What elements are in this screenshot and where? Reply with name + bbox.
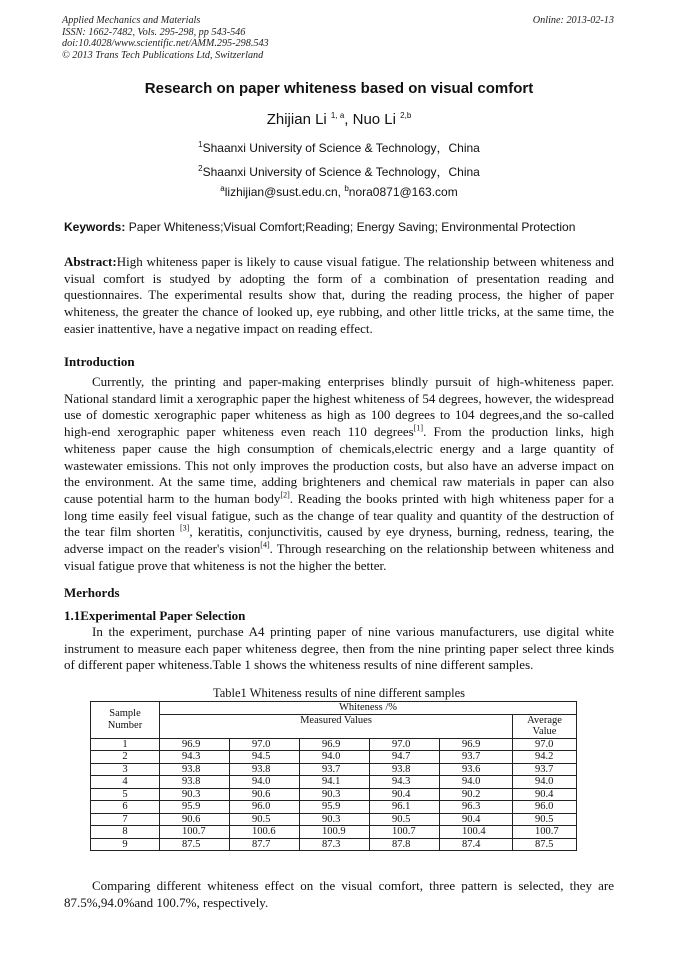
author-name: Nuo Li bbox=[352, 111, 396, 128]
affiliation-line bbox=[0, 163, 678, 180]
journal-copyright: © 2013 Trans Tech Publications Ltd, Switzerland bbox=[62, 49, 264, 61]
intro-text: Currently, the printing and paper-making enterprises blindly pursuit of high-whiteness paper. National standard limit a xerographic paper the highest whiteness of 54 degrees, however, the widespread use of domestic xerographic paper whiteness as high as 100 degrees to 104 degrees,and the so-called high-end xerographic paper whiteness even reach 110 degrees bbox=[64, 374, 614, 440]
table-row bbox=[91, 776, 577, 789]
abstract-text: High whiteness paper is likely to cause visual fatigue. The relationship between whiteness and visual comfort is studyed by adopting the form of a combination of presentation reading and questionnaires. The experimental results show that, during the reading process, the higher of paper whiteness, the greater the chance of looked up, eye rubbing, and other little tricks, at the same time, the easier inattentive, have a negative impact on reading effect. bbox=[64, 254, 614, 336]
abstract-label: Abstract: bbox=[64, 254, 117, 269]
measured-value-cell: 96.3 bbox=[440, 801, 513, 814]
measured-value-cell: 94.0 bbox=[230, 776, 300, 789]
table-row bbox=[91, 763, 577, 776]
measured-value-cell: 94.5 bbox=[230, 751, 300, 764]
methods-heading: Merhords bbox=[64, 585, 120, 600]
measured-value-cell: 100.4 bbox=[440, 826, 513, 839]
table-body bbox=[91, 738, 577, 851]
email-mark: a bbox=[220, 184, 225, 193]
measured-value-cell: 100.7 bbox=[370, 826, 440, 839]
table-row bbox=[91, 813, 577, 826]
measured-value-cell: 96.9 bbox=[440, 738, 513, 751]
average-value-cell: 94.2 bbox=[513, 751, 577, 764]
closing-paragraph: Comparing different whiteness effect on the visual comfort, three pattern is selected, they are 87.5%,94.0%and 100.7%, respectively. bbox=[64, 878, 614, 910]
journal-doi: doi:10.4028/www.scientific.net/AMM.295-298.543 bbox=[62, 38, 269, 49]
table-row bbox=[91, 751, 577, 764]
measured-value-cell: 87.8 bbox=[370, 838, 440, 851]
citation-ref: [3] bbox=[180, 524, 190, 533]
measured-value-cell: 96.1 bbox=[370, 801, 440, 814]
introduction-heading: Introduction bbox=[64, 354, 135, 369]
introduction-paragraph bbox=[64, 374, 614, 574]
measured-value-cell: 93.7 bbox=[440, 751, 513, 764]
author-separator: , bbox=[344, 111, 353, 128]
header-average-value: Average Value bbox=[513, 714, 577, 738]
author-affiliation-mark: 1, a bbox=[330, 111, 345, 120]
sample-number-cell: 1 bbox=[91, 738, 160, 751]
average-value-cell: 96.0 bbox=[513, 801, 577, 814]
measured-value-cell: 93.8 bbox=[370, 763, 440, 776]
measured-value-cell: 93.8 bbox=[160, 763, 230, 776]
table-row bbox=[91, 788, 577, 801]
measured-value-cell: 90.5 bbox=[370, 813, 440, 826]
average-value-cell: 93.7 bbox=[513, 763, 577, 776]
keywords bbox=[64, 220, 624, 234]
sample-number-cell: 5 bbox=[91, 788, 160, 801]
subsection-heading: 1.1Experimental Paper Selection bbox=[64, 608, 246, 623]
measured-value-cell: 87.3 bbox=[300, 838, 370, 851]
measured-value-cell: 90.5 bbox=[230, 813, 300, 826]
average-value-cell: 97.0 bbox=[513, 738, 577, 751]
sample-number-cell: 2 bbox=[91, 751, 160, 764]
author-affiliation-mark: 2,b bbox=[400, 111, 412, 120]
measured-value-cell: 87.4 bbox=[440, 838, 513, 851]
measured-value-cell: 97.0 bbox=[230, 738, 300, 751]
sample-number-cell: 3 bbox=[91, 763, 160, 776]
citation-ref: [1] bbox=[413, 423, 424, 433]
citation-ref: [2] bbox=[280, 490, 290, 500]
measured-value-cell: 100.7 bbox=[160, 826, 230, 839]
sample-number-cell: 4 bbox=[91, 776, 160, 789]
email-address: nora0871@163.com bbox=[348, 185, 458, 199]
measured-value-cell: 90.6 bbox=[160, 813, 230, 826]
table-row bbox=[91, 801, 577, 814]
journal-header bbox=[62, 15, 269, 61]
measured-value-cell: 96.0 bbox=[230, 801, 300, 814]
intro-text: . Reading the books printed with high whiteness paper for a long time easily feel visual fatigue, such as the change of tear quality and quantity of the destruction of the tear film shorten bbox=[64, 490, 614, 540]
citation-ref: [4] bbox=[260, 540, 270, 550]
keywords-text: Paper Whiteness;Visual Comfort;Reading; Energy Saving; Environmental Protection bbox=[125, 220, 576, 234]
measured-value-cell: 90.4 bbox=[440, 813, 513, 826]
abstract bbox=[64, 254, 614, 338]
table-header-row bbox=[91, 714, 577, 738]
measured-value-cell: 95.9 bbox=[160, 801, 230, 814]
sample-number-cell: 8 bbox=[91, 826, 160, 839]
sample-number-cell: 6 bbox=[91, 801, 160, 814]
intro-text: . Through researching on the relationship between whiteness and visual fatigue prove that whiteness is not the higher the better. bbox=[64, 541, 614, 573]
measured-value-cell: 95.9 bbox=[300, 801, 370, 814]
table-row bbox=[91, 826, 577, 839]
intro-text: . From the production links, high whiteness paper cause the high consumption of chemicals,electric energy and a large quantity of wastewater emissions. This not only improves the production costs, but also have an adverse impact on the environment. At the same time, adding brighteners and chemical raw materials in paper can also cause potential harm to the human body bbox=[64, 424, 614, 506]
table-header-row bbox=[91, 702, 577, 715]
author-line bbox=[0, 111, 678, 128]
table-row bbox=[91, 838, 577, 851]
sample-number-cell: 9 bbox=[91, 838, 160, 851]
keywords-label: Keywords: bbox=[64, 220, 126, 234]
email-address: lizhijian@sust.edu.cn, bbox=[224, 185, 345, 199]
measured-value-cell: 87.7 bbox=[230, 838, 300, 851]
average-value-cell: 100.7 bbox=[513, 826, 577, 839]
affiliation-mark: 1 bbox=[198, 140, 203, 149]
measured-value-cell: 94.7 bbox=[370, 751, 440, 764]
average-value-cell: 87.5 bbox=[513, 838, 577, 851]
measured-value-cell: 90.3 bbox=[300, 788, 370, 801]
intro-text: , keratitis, conjunctivitis, caused by eye dryness, burning, redness, tearing, the adverse impact on the reader's vision bbox=[64, 524, 614, 557]
email-mark: b bbox=[344, 184, 349, 193]
average-value-cell: 94.0 bbox=[513, 776, 577, 789]
author-name: Zhijian Li bbox=[266, 111, 327, 128]
measured-value-cell: 90.4 bbox=[370, 788, 440, 801]
measured-value-cell: 90.3 bbox=[160, 788, 230, 801]
average-value-cell: 90.4 bbox=[513, 788, 577, 801]
measured-value-cell: 90.3 bbox=[300, 813, 370, 826]
sample-number-cell: 7 bbox=[91, 813, 160, 826]
measured-value-cell: 100.9 bbox=[300, 826, 370, 839]
measured-value-cell: 94.0 bbox=[440, 776, 513, 789]
affiliation-text: Shaanxi University of Science & Technology，China bbox=[202, 165, 480, 179]
affiliation-line bbox=[0, 139, 678, 156]
online-date: Online: 2013-02-13 bbox=[532, 15, 614, 26]
measured-value-cell: 93.7 bbox=[300, 763, 370, 776]
measured-value-cell: 87.5 bbox=[160, 838, 230, 851]
paper-title: Research on paper whiteness based on visual comfort bbox=[144, 80, 534, 97]
header-measured-values: Measured Values bbox=[160, 714, 513, 738]
affiliation-text: Shaanxi University of Science & Technology，China bbox=[202, 141, 480, 155]
measured-value-cell: 90.2 bbox=[440, 788, 513, 801]
email-line bbox=[0, 185, 678, 199]
measured-value-cell: 90.6 bbox=[230, 788, 300, 801]
measured-value-cell: 94.1 bbox=[300, 776, 370, 789]
measured-value-cell: 100.6 bbox=[230, 826, 300, 839]
table-row bbox=[91, 738, 577, 751]
measured-value-cell: 94.3 bbox=[370, 776, 440, 789]
journal-name: Applied Mechanics and Materials bbox=[62, 15, 201, 26]
measured-value-cell: 93.8 bbox=[230, 763, 300, 776]
whiteness-table bbox=[90, 701, 577, 851]
measured-value-cell: 96.9 bbox=[160, 738, 230, 751]
measured-value-cell: 97.0 bbox=[370, 738, 440, 751]
methods-paragraph: In the experiment, purchase A4 printing paper of nine various manufacturers, use digital white instrument to measure each paper whiteness degree, then from the nine printing paper select three kinds of different paper whiteness.Table 1 shows the whiteness results of nine different samples. bbox=[64, 624, 614, 673]
measured-value-cell: 93.6 bbox=[440, 763, 513, 776]
measured-value-cell: 96.9 bbox=[300, 738, 370, 751]
header-whiteness: Whiteness /% bbox=[160, 702, 577, 715]
average-value-cell: 90.5 bbox=[513, 813, 577, 826]
header-sample-number: Sample Number bbox=[91, 702, 160, 739]
journal-issn: ISSN: 1662-7482, Vols. 295-298, pp 543-546 bbox=[62, 26, 246, 38]
measured-value-cell: 94.3 bbox=[160, 751, 230, 764]
table-caption: Table1 Whiteness results of nine different samples bbox=[212, 686, 466, 700]
measured-value-cell: 94.0 bbox=[300, 751, 370, 764]
affiliation-mark: 2 bbox=[198, 164, 203, 173]
measured-value-cell: 93.8 bbox=[160, 776, 230, 789]
